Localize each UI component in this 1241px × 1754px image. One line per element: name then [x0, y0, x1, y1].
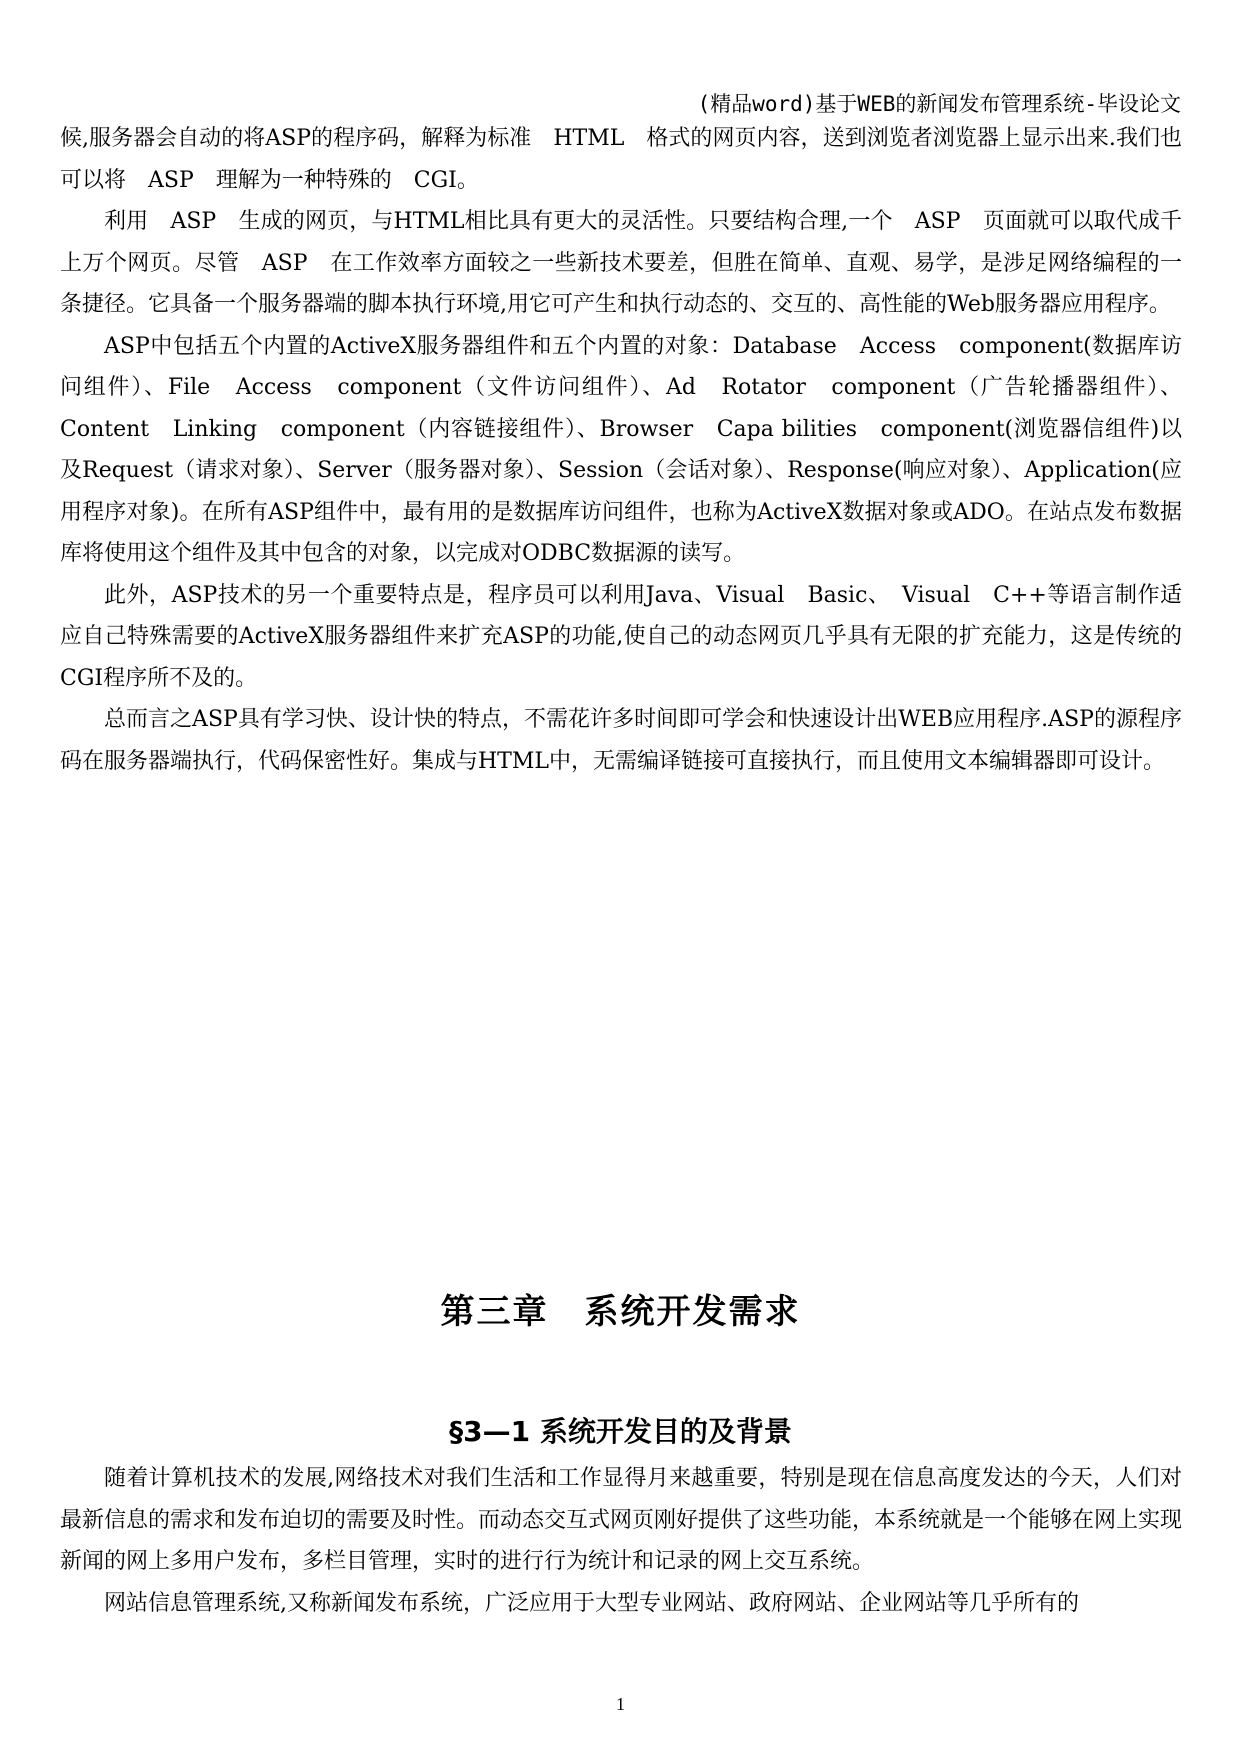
section-body-text [60, 1458, 1182, 1624]
body-text [60, 118, 1182, 782]
section-title: §3—1 系统开发目的及背景 [449, 1415, 792, 1448]
running-header: (精品word)基于WEB的新闻发布管理系统-毕设论文 [697, 92, 1181, 116]
paragraph: 此外，ASP技术的另一个重要特点是，程序员可以利用Java、Visual Basic、 Visual C++等语言制作适应自己特殊需要的ActiveX服务器组件来扩充ASP的功能,使自己的动态网页几乎具有无限的扩充能力，这是传统的CGI程序所不及的。 [60, 582, 1182, 691]
paragraph: 利用 ASP 生成的网页，与HTML相比具有更大的灵活性。只要结构合理,一个 ASP 页面就可以取代成千上万个网页。尽管 ASP 在工作效率方面较之一些新技术要差，但胜在简单、直观、易学，是涉足网络编程的一条捷径。它具备一个服务器端的脚本执行环境,用它可产生和执行动态的、交互的、高性能的Web服务器应用程序。 [60, 209, 1182, 317]
paragraph: ASP中包括五个内置的ActiveX服务器组件和五个内置的对象：Database Access component(数据库访问组件）、File Access component（文件访问组件）、Ad Rotator component（广告轮播器组件）、Content Linking component（内容链接组件）、Browser Capa bilities component(浏览器信组件)以及Request（请求对象）、Server（服务器对象）、Session（会话对象）、Response(响应对象）、Application(应用程序对象)。在所有ASP组件中，最有用的是数据库访问组件，也称为ActiveX数据对象或ADO。在站点发布数据库将使用这个组件及其中包含的对象，以完成对ODBC数据源的读写。 [60, 333, 1182, 566]
paragraph-continuation: 候,服务器会自动的将ASP的程序码，解释为标准 HTML 格式的网页内容，送到浏览者浏览器上显示出来.我们也可以将 ASP 理解为一种特殊的 CGI。 [60, 126, 1182, 193]
chapter-title: 第三章 系统开发需求 [440, 1292, 801, 1332]
paragraph: 网站信息管理系统,又称新闻发布系统，广泛应用于大型专业网站、政府网站、企业网站等几乎所有的 [104, 1590, 1079, 1616]
page-number: 1 [616, 1694, 625, 1714]
paragraph: 总而言之ASP具有学习快、设计快的特点，不需花许多时间即可学会和快速设计出WEB应用程序.ASP的源程序码在服务器端执行，代码保密性好。集成与HTML中，无需编译链接可直接执行，而且使用文本编辑器即可设计。 [60, 707, 1182, 774]
paragraph: 随着计算机技术的发展,网络技术对我们生活和工作显得月来越重要，特别是现在信息高度发达的今天，人们对最新信息的需求和发布迫切的需要及时性。而动态交互式网页刚好提供了这些功能，本系统就是一个能够在网上实现新闻的网上多用户发布，多栏目管理，实时的进行行为统计和记录的网上交互系统。 [60, 1466, 1183, 1574]
